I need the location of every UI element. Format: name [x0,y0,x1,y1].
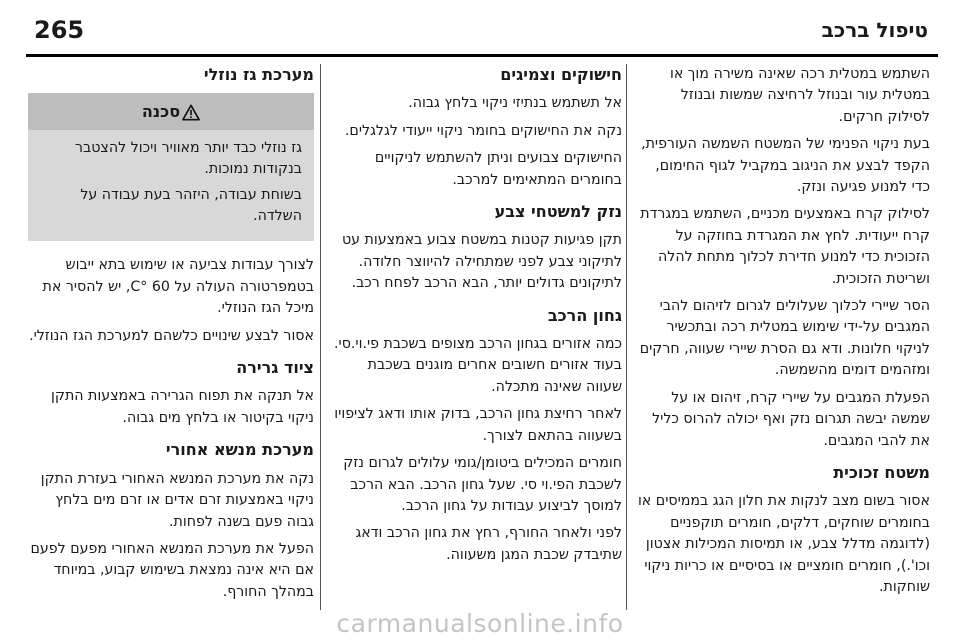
paragraph: הפעלת המגבים על שיירי קרח, זיהום או על שמשה יבשה תגרום נזק ואף יכולה להרוס כליל את להבי המגבים. [652,389,930,449]
section-heading-glass: משטח זכוכית [833,462,930,482]
paragraph: תקן פגיעות קטנות במשטח צבוע באמצעות עט לתיקוני צבע לפני שמתחילה להיווצר חלודה. לתיקונים גדולים יותר, הבא הרכב לפחח רכב. [341,232,622,292]
chapter-title: טיפול ברכב [821,18,928,42]
paragraph: הפעל את מערכת המנשא האחורי מפעם לפעם אם היא אינה נמצאת בשימוש קבוע, במיוחד במהלך החורף. [30,540,314,600]
paragraph: אל תנקה את תפוח הגרירה באמצעות התקן ניקוי בקיטור או בלחץ מים גבוה. [51,388,314,426]
page-number: 265 [34,16,85,44]
warning-triangle-icon [182,104,200,121]
paragraph: נקה את החישוקים בחומר ניקוי ייעודי לגלגלים. [344,122,622,139]
paragraph: החישוקים צבועים וניתן להשתמש לניקויים בחומרים המתאימים למרכב. [374,150,622,188]
paragraph: בעת ניקוי הפנימי של המשטח השמשה העורפית, הקפד לבצע את הניגוב במקביל לגוף החימום, כדי למנוע פגיעה ונזק. [641,136,930,196]
column-divider [626,64,627,610]
column-middle [330,64,622,572]
section-heading-rear-carrier: מערכת מנשא אחורי [165,440,314,460]
paragraph: לסילוק קרח באמצעים מכניים, השתמש במגרדת קרח ייעודית. לחץ את המגרדת בחוזקה על הזכוכית כדי למנוע חדירת לכלוך מתחת להלה ושריטת הזכוכית. [640,206,930,287]
paragraph: חומרים המכילים ביטומן/גומי עלולים לגרום נזק לשכבת הפי.וי סי. שעל גחון הרכב. הבא הרכב למוסך לביצוע עבודות על גחון הרכב. [343,455,622,514]
column-right [636,64,930,604]
danger-title-text: סכנה [141,102,181,122]
danger-body [28,130,314,242]
section-heading-underbody: גחון הרכב [547,305,622,325]
watermark: carmanualsonline.info [336,609,624,638]
paragraph: כמה אזורים בגחון הרכב מצופים בשכבת פי.וי.סי. בעוד אזורים חשובים אחרים מוגנים בשכבת שעווה שאינה מתכלה. [334,336,622,395]
paragraph: נקה את מערכת המנשא האחורי בעזרת התקן ניקוי באמצעות זרם אדים או זרם מים בלחץ גבוה פעם בשנה לפחות. [40,470,314,530]
section-heading-wheels: חישוקים וצמיגים [500,65,622,84]
paragraph: לאחר רחיצת גחון הרכב, בדוק אותו ודאג לציפויו בשעווה בהתאם לצורך. [334,406,622,444]
column-left [28,64,314,609]
paragraph: בשוחת עבודה, היזהר בעת עבודה על השלדה. [80,186,302,225]
paragraph: אסור לבצע שינויים כלשהם למערכת הגז הנוזלי. [29,327,314,344]
paragraph: אל תשתמש בנתיזי ניקוי בלחץ גבוה. [408,95,622,112]
section-heading-lpg: מערכת גז נוזלי [203,65,314,84]
danger-box [28,93,314,241]
paragraph: הסר שיירי לכלוך שעלולים לגרום לזיהום להבי המגבים על-ידי שימוש במטלית רכה ובתכשיר לניקוי חלונות. ודא גם הסרת שיירי שעווה, חרקים ומזהמים דומים מהשמשה. [639,298,930,379]
paragraph: לפני ולאחר החורף, רחץ את גחון הרכב ודאג שתיבדק שכבת המגן משעווה. [355,525,622,563]
header-rule [26,54,938,57]
paragraph: השתמש במטלית רכה שאינה משירה מוך או במטלית עור ובנוזל לרחיצה שמשות ובנוזל לסילוק חרקים. [669,66,930,125]
column-divider [320,64,321,610]
section-heading-paint-damage: נזק למשטחי צבע [494,202,622,222]
paragraph: גז נוזלי כבד יותר מאוויר ויכול להצטבר בנקודות נמוכות. [75,139,302,178]
section-heading-towing: ציוד גרירה [236,358,314,378]
page-header [0,0,960,58]
paragraph: אסור בשום מצב לנקות את חלון הגג בממיסים או בחומרים שוחקים, דלקים, חומרים תוקפניים (לדוגמה מדלל צבע, או תמיסות המכילות אצטון וכו'.), חומרים חומציים או בסיסיים או כריות ניקוי שוחקות. [637,493,930,595]
danger-title [28,93,314,129]
paragraph: לצורך עבודות צביעה או שימוש בתא ייבוש בטמפרטורה העולה על 60 °C, יש להסיר את מיכל הגז הנוזלי. [42,257,314,317]
